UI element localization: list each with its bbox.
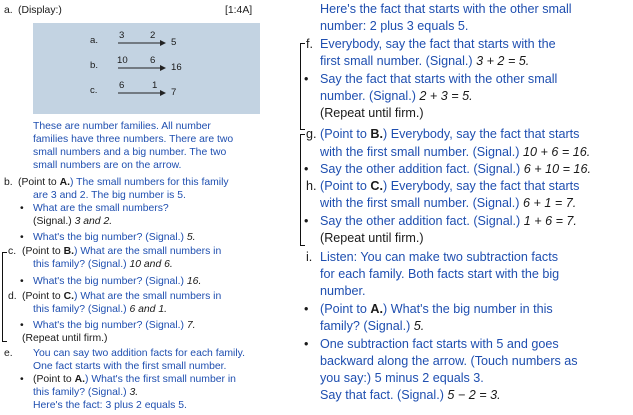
step-c-line: What's the big number? (Signal.) 16. — [33, 276, 202, 287]
family-c-small2: 1 — [152, 80, 158, 91]
step-d-line: (Point to C.) What are the small numbers in — [22, 291, 222, 302]
step-e-line: You can say two addition facts for each family. — [33, 348, 245, 359]
step-g-line: (Point to B.) Everybody, say the fact that starts — [320, 127, 580, 141]
lesson-reference: [1:4A] — [225, 5, 253, 16]
step-d-line: this family? (Signal.) 6 and 1. — [33, 304, 167, 315]
family-a-small2: 2 — [150, 30, 156, 41]
bullet: • — [20, 374, 24, 385]
intro-line: small numbers are on the arrow. — [33, 160, 182, 171]
step-h-line: (Point to C.) Everybody, say the fact that starts — [320, 179, 580, 193]
step-i-line: Listen: You can make two subtraction facts — [320, 250, 559, 264]
step-i-line: (Point to A.) What's the big number in this — [320, 302, 553, 316]
intro-line: These are number families. All number — [33, 121, 211, 132]
step-i-line: family? (Signal.) 5. — [320, 319, 425, 333]
step-d-line: What's the big number? (Signal.) 7. — [33, 320, 196, 331]
step-b-line: What are the small numbers? — [33, 203, 169, 214]
step-e-line: (Point to A.) What's the first small number in — [33, 374, 236, 385]
step-marker-i: i. — [306, 250, 313, 264]
step-f-line: first small number. (Signal.) 3 + 2 = 5. — [320, 54, 530, 68]
repeat-until-firm: (Repeat until firm.) — [320, 106, 424, 120]
step-i-line: for each family. Both facts start with the big — [320, 267, 560, 281]
family-c-small1: 6 — [119, 80, 125, 91]
step-h-line: with the first small number. (Signal.) 6 + 1 = 7. — [320, 196, 577, 210]
bullet: • — [304, 337, 309, 351]
step-marker-h: h. — [306, 179, 317, 193]
bullet: • — [304, 214, 309, 228]
family-b-big: 16 — [171, 62, 182, 73]
step-g-line: with the first small number. (Signal.) 10 + 6 = 16. — [320, 145, 591, 159]
step-i-line: Say that fact. (Signal.) 5 − 2 = 3. — [320, 388, 501, 402]
step-e-line: One fact starts with the first small number. — [33, 361, 227, 372]
step-marker-a: a. — [4, 5, 13, 16]
bullet: • — [20, 276, 24, 287]
step-marker-f: f. — [306, 37, 313, 51]
step-f-line: number. (Signal.) 2 + 3 = 5. — [320, 89, 473, 103]
step-g-line: Say the other addition fact. (Signal.) 6 + 10 = 16. — [320, 162, 591, 176]
step-marker-g: g. — [306, 127, 317, 141]
step-marker-c: c. — [8, 246, 17, 257]
bullet: • — [304, 162, 309, 176]
step-e-line: Here's the fact: 3 plus 2 equals 5. — [33, 400, 187, 411]
number-family-display — [33, 23, 260, 114]
bullet: • — [304, 302, 309, 316]
family-c-big: 7 — [171, 87, 177, 98]
step-e-continued: Here's the fact that starts with the other small — [320, 2, 572, 16]
intro-line: families have three numbers. There are two — [33, 134, 234, 145]
bullet: • — [20, 232, 24, 243]
step-b-line: What's the big number? (Signal.) 5. — [33, 232, 196, 243]
step-b-line: are 3 and 2. The big number is 5. — [33, 190, 186, 201]
family-c-letter: c. — [90, 85, 98, 96]
step-c-line: this family? (Signal.) 10 and 6. — [33, 259, 173, 270]
family-b-small2: 6 — [150, 55, 156, 66]
display-label: (Display:) — [18, 5, 62, 16]
bullet: • — [20, 320, 24, 331]
step-marker-b: b. — [4, 177, 13, 188]
bullet: • — [304, 72, 309, 86]
number-family-arrows — [33, 23, 260, 114]
step-marker-d: d. — [8, 291, 17, 302]
step-c-line: (Point to B.) What are the small numbers in — [22, 246, 222, 257]
family-b-small1: 10 — [117, 55, 128, 66]
repeat-until-firm: (Repeat until firm.) — [22, 333, 108, 344]
step-marker-e: e. — [4, 348, 13, 359]
step-i-line: backward along the arrow. (Touch numbers as — [320, 354, 578, 368]
family-b-letter: b. — [90, 60, 99, 71]
step-i-line: One subtraction fact starts with 5 and goes — [320, 337, 559, 351]
step-b-line: (Point to A.) The small numbers for this family — [18, 177, 229, 188]
bullet: • — [20, 203, 24, 214]
step-e-line: this family? (Signal.) 3. — [33, 387, 139, 398]
step-e-continued: number: 2 plus 3 equals 5. — [320, 19, 469, 33]
family-a-small1: 3 — [119, 30, 125, 41]
step-f-line: Everybody, say the fact that starts with the — [320, 37, 556, 51]
step-i-line: number. — [320, 284, 366, 298]
step-f-line: Say the fact that starts with the other small — [320, 72, 558, 86]
intro-line: small numbers and a big number. The two — [33, 147, 227, 158]
family-a-letter: a. — [90, 35, 99, 46]
repeat-until-firm: (Repeat until firm.) — [320, 231, 424, 245]
step-h-line: Say the other addition fact. (Signal.) 1 + 6 = 7. — [320, 214, 577, 228]
step-b-line: (Signal.) 3 and 2. — [33, 216, 113, 227]
repeat-bracket — [2, 252, 7, 342]
family-a-big: 5 — [171, 37, 177, 48]
step-i-line: you say:) 5 minus 2 equals 3. — [320, 371, 484, 385]
